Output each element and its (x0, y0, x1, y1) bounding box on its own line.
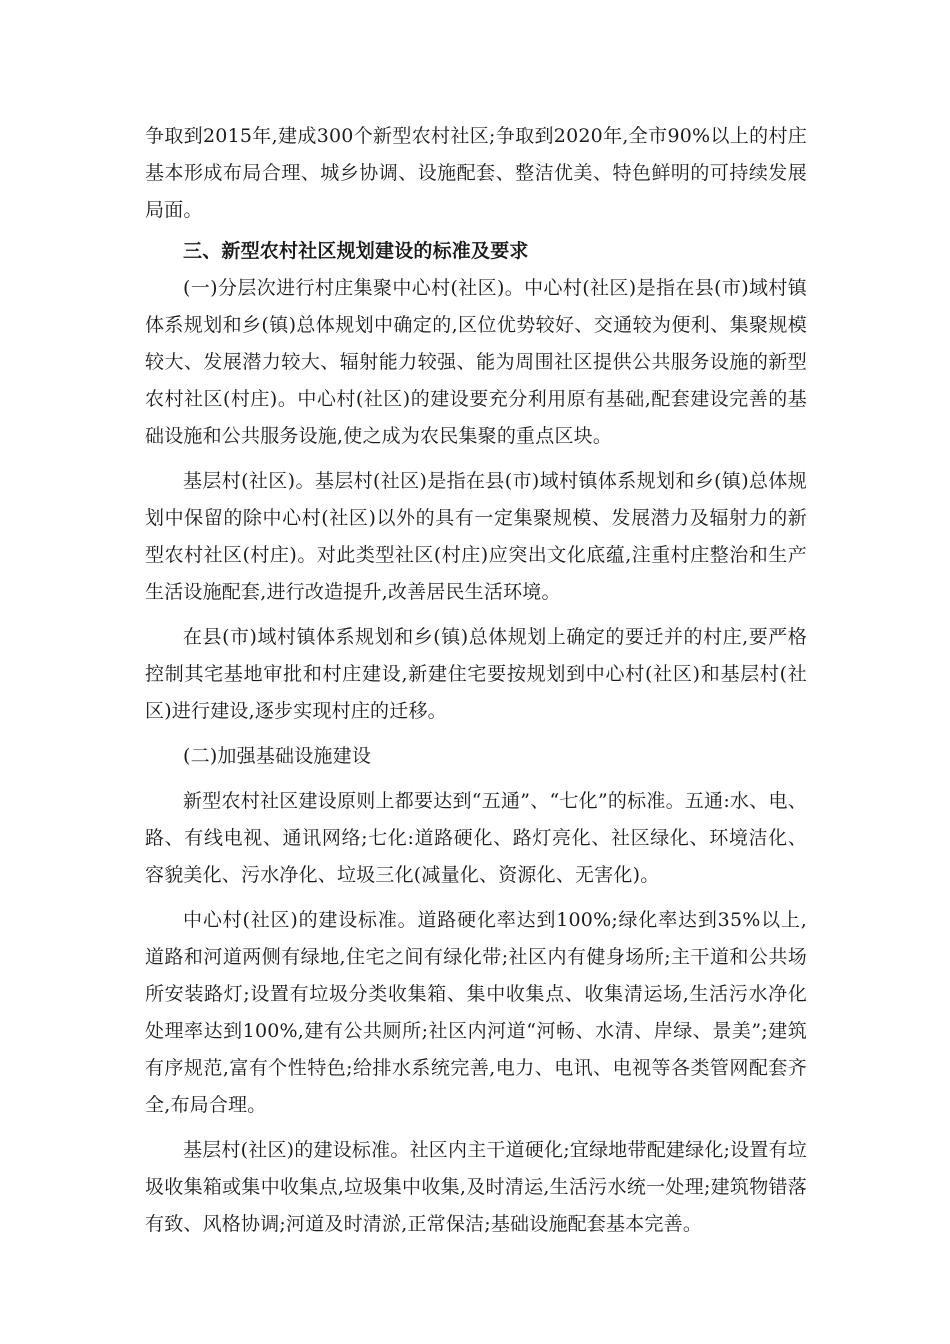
paragraph-base-village-standards: 基层村(社区)的建设标准。社区内主干道硬化;宜绿地带配建绿化;设置有垃圾收集箱或集中收集点,垃圾集中收集,及时清运,生活污水统一处理;建筑物错落有致、风格协调;河道及时清淤,正常保洁;基础设施配套基本完善。 (145, 1139, 807, 1235)
document-body (145, 118, 807, 1243)
paragraph-base-village: 基层村(社区)。基层村(社区)是指在县(市)域村镇体系规划和乡(镇)总体规划中保留的除中心村(社区)以外的具有一定集聚规模、发展潜力及辐射力的新型农村社区(村庄)。对此类型社区(村庄)应突出文化底蕴,注重村庄整治和生产生活设施配套,进行改造提升,改善居民生活环境。 (145, 470, 807, 603)
paragraph-five-seven-standards: 新型农村社区建设原则上都要达到“五通”、“七化”的标准。五通:水、电、路、有线电视、通讯网络;七化:道路硬化、路灯亮化、社区绿化、环境洁化、容貌美化、污水净化、垃圾三化(减量化、资源化、无害化)。 (145, 790, 807, 886)
paragraph-central-village: (一)分层次进行村庄集聚中心村(社区)。中心村(社区)是指在县(市)域村镇体系规划和乡(镇)总体规划中确定的,区位优势较好、交通较为便利、集聚规模较大、发展潜力较大、辐射能力较强、能为周围社区提供公共服务设施的新型农村社区(村庄)。中心村(社区)的建设要充分利用原有基础,配套建设完善的基础设施和公共服务设施,使之成为农民集聚的重点区块。 (145, 277, 807, 447)
section-heading-3: 三、新型农村社区规划建设的标准及要求 (183, 240, 529, 262)
subheading-infrastructure: (二)加强基础设施建设 (183, 745, 372, 767)
paragraph-relocation: 在县(市)域村镇体系规划和乡(镇)总体规划上确定的要迁并的村庄,要严格控制其宅基地审批和村庄建设,新建住宅要按规划到中心村(社区)和基层村(社区)进行建设,逐步实现村庄的迁移。 (145, 626, 807, 722)
paragraph-central-village-standards: 中心村(社区)的建设标准。道路硬化率达到100%;绿化率达到35%以上,道路和河道两侧有绿地,住宅之间有绿化带;社区内有健身场所;主干道和公共场所安装路灯;设置有垃圾分类收集箱、集中收集点、收集清运场,生活污水净化处理率达到100%,建有公共厕所;社区内河道“河畅、水清、岸绿、景美”;建筑有序规范,富有个性特色;给排水系统完善,电力、电讯、电视等各类管网配套齐全,布局合理。 (145, 909, 807, 1116)
paragraph-goals-continuation: 争取到2015年,建成300个新型农村社区;争取到2020年,全市90%以上的村庄基本形成布局合理、城乡协调、设施配套、整洁优美、特色鲜明的可持续发展局面。 (145, 125, 807, 221)
